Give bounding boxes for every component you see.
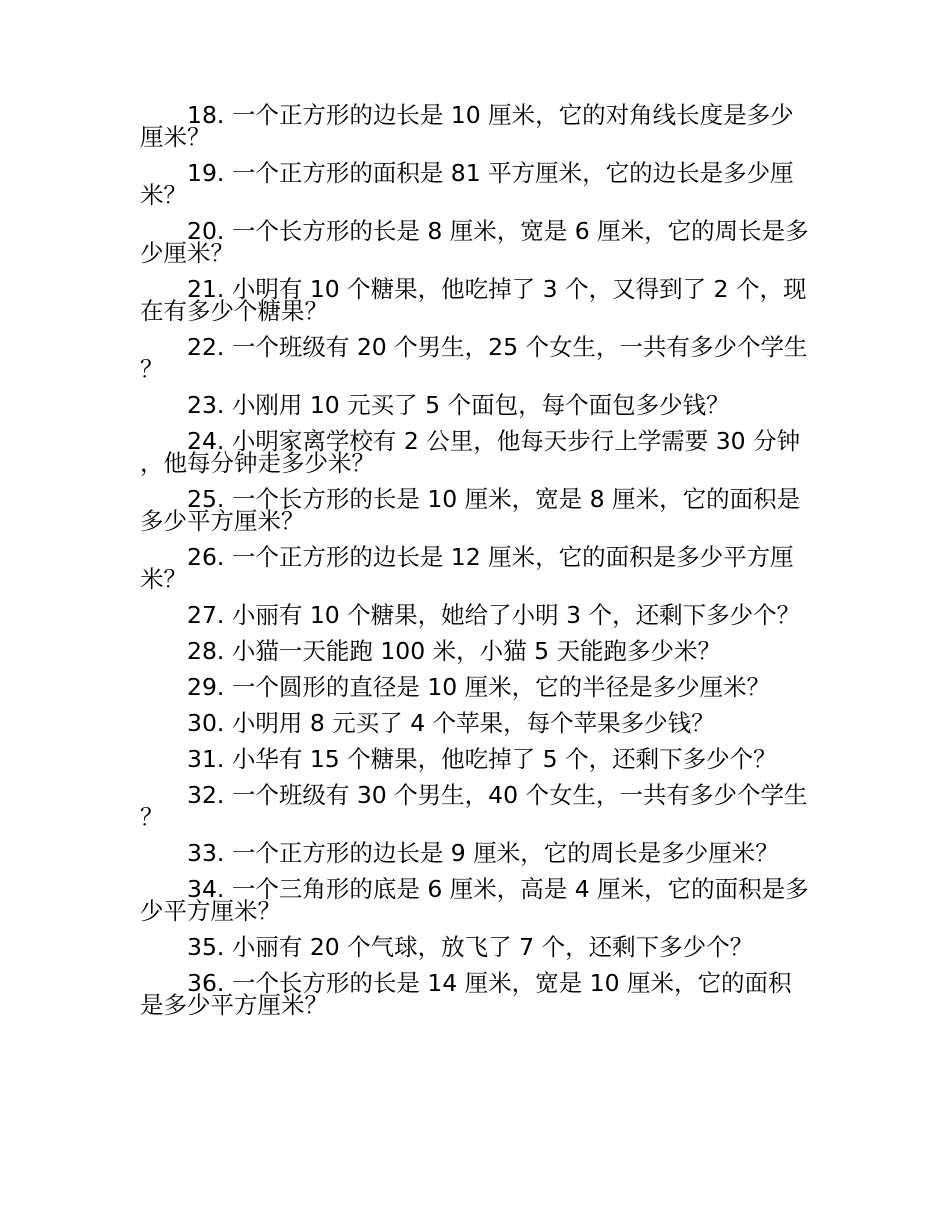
question-29: 29. 一个圆形的直径是 10 厘米，它的半径是多少厘米？ (187, 673, 771, 701)
question-27: 27. 小丽有 10 个糖果，她给了小明 3 个，还剩下多少个？ (187, 601, 801, 629)
question-33: 33. 一个正方形的边长是 9 厘米，它的周长是多少厘米？ (187, 839, 779, 867)
question-list (140, 101, 812, 1030)
question-35: 35. 小丽有 20 个气球，放飞了 7 个，还剩下多少个？ (187, 933, 754, 961)
question-24: 24. 小明家离学校有 2 公里，他每天步行上学需要 30 分钟，他每分钟走多少米？ (140, 427, 801, 477)
question-32: 32. 一个班级有 30 个男生，40 个女生，一共有多少个学生？ (140, 781, 808, 831)
question-26: 26. 一个正方形的边长是 12 厘米，它的面积是多少平方厘米？ (140, 543, 794, 593)
question-19: 19. 一个正方形的面积是 81 平方厘米，它的边长是多少厘米？ (140, 159, 794, 209)
question-20: 20. 一个长方形的长是 8 厘米，宽是 6 厘米，它的周长是多少厘米？ (140, 217, 809, 267)
question-22: 22. 一个班级有 20 个男生，25 个女生，一共有多少个学生？ (140, 333, 808, 383)
question-25: 25. 一个长方形的长是 10 厘米，宽是 8 厘米，它的面积是多少平方厘米？ (140, 485, 801, 535)
question-36: 36. 一个长方形的长是 14 厘米，宽是 10 厘米，它的面积是多少平方厘米？ (140, 969, 792, 1019)
question-23: 23. 小刚用 10 元买了 5 个面包，每个面包多少钱？ (187, 391, 730, 419)
question-34: 34. 一个三角形的底是 6 厘米，高是 4 厘米，它的面积是多少平方厘米？ (140, 875, 809, 925)
question-28: 28. 小猫一天能跑 100 米，小猫 5 天能跑多少米？ (187, 637, 722, 665)
question-18: 18. 一个正方形的边长是 10 厘米，它的对角线长度是多少厘米？ (140, 101, 794, 151)
question-31: 31. 小华有 15 个糖果，他吃掉了 5 个，还剩下多少个？ (187, 745, 777, 773)
question-21: 21. 小明有 10 个糖果，他吃掉了 3 个，又得到了 2 个，现在有多少个糖果？ (140, 275, 807, 325)
question-30: 30. 小明用 8 元买了 4 个苹果，每个苹果多少钱？ (187, 709, 715, 737)
